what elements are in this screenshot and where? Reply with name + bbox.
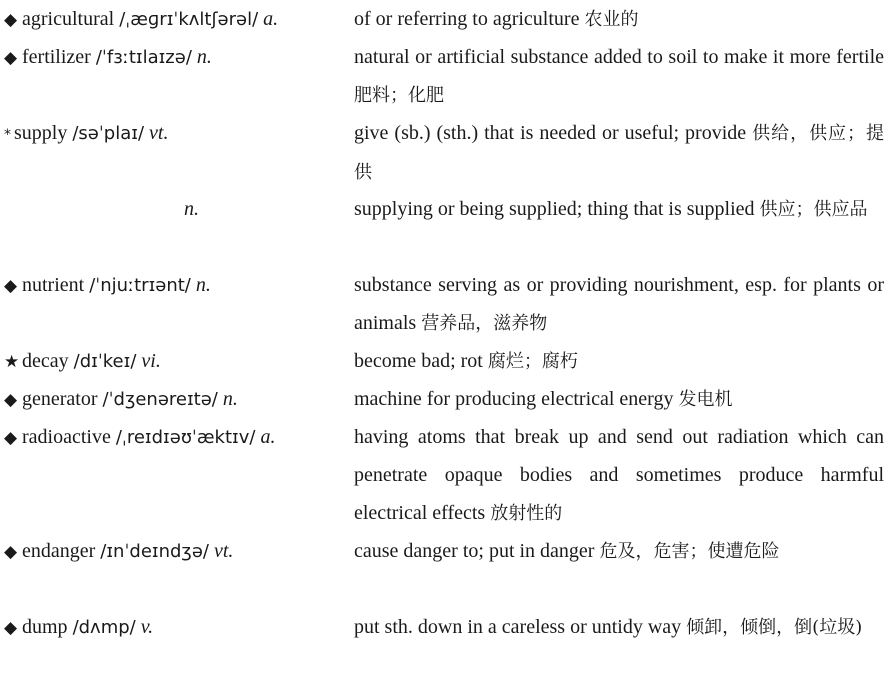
- definition: [354, 608, 884, 647]
- part-of-speech: vt.: [213, 540, 234, 562]
- diamond-marker-icon: ◆: [4, 10, 18, 30]
- pronunciation: /dʌmp/: [72, 617, 136, 638]
- term: [4, 532, 233, 571]
- definition-zh: 肥料；化肥: [354, 85, 444, 106]
- definition-en: cause danger to; put in danger: [354, 540, 595, 562]
- pronunciation: /ˈfɜːtɪlaɪzə/: [95, 47, 192, 68]
- part-of-speech: a.: [263, 8, 279, 30]
- headword: dump: [22, 616, 68, 638]
- part-of-speech: n.: [196, 46, 212, 68]
- pronunciation: /ˈnjuːtrɪənt/: [89, 275, 191, 296]
- part-of-speech: n.: [195, 274, 211, 296]
- term: [4, 608, 153, 647]
- part-of-speech: vt.: [149, 122, 169, 144]
- term: [4, 418, 275, 457]
- definition: [354, 418, 884, 533]
- definition: [354, 342, 884, 381]
- headword: agricultural: [22, 8, 115, 30]
- pronunciation: /ˌæɡrɪˈkʌltʃərəl/: [119, 9, 259, 30]
- diamond-marker-icon: ◆: [4, 542, 18, 562]
- definition: [354, 532, 884, 571]
- star-marker-icon: ★: [4, 352, 20, 372]
- diamond-marker-icon: ◆: [4, 390, 18, 410]
- definition: [354, 0, 884, 39]
- pronunciation: /dɪˈkeɪ/: [73, 351, 137, 372]
- definition-en: become bad; rot: [354, 350, 483, 372]
- term: [4, 114, 168, 154]
- headword: endanger: [22, 540, 96, 562]
- diamond-marker-icon: ◆: [4, 618, 18, 638]
- headword: nutrient: [22, 274, 85, 296]
- headword: fertilizer: [22, 46, 91, 68]
- definition-zh: 倾卸，倾倒，倒(垃圾): [686, 617, 863, 638]
- part-of-speech: n.: [222, 388, 238, 410]
- definition-zh: 农业的: [584, 9, 639, 30]
- term: [184, 190, 199, 228]
- definition-zh: 供应；供应品: [759, 199, 868, 220]
- part-of-speech: v.: [140, 616, 154, 638]
- part-of-speech: n.: [184, 198, 199, 220]
- definition: [354, 266, 884, 343]
- headword: supply: [14, 122, 68, 144]
- definition-zh: 供给，供应；提供: [354, 123, 884, 183]
- diamond-marker-icon: ◆: [4, 428, 18, 448]
- part-of-speech: a.: [260, 426, 276, 448]
- term: [4, 0, 278, 39]
- definition: [354, 190, 884, 229]
- headword: decay: [22, 350, 69, 372]
- pronunciation: /ˌreɪdɪəʊˈæktɪv/: [115, 427, 256, 448]
- headword: generator: [22, 388, 98, 410]
- definition-en: give (sb.) (sth.) that is needed or useful; provide: [354, 122, 747, 144]
- term: [4, 38, 212, 77]
- definition-en: having atoms that break up and send out radiation which can penetrate opaque bodies and sometimes produce harmful electrical effects: [354, 426, 884, 524]
- definition-en: of or referring to agriculture: [354, 8, 580, 30]
- definition-en: natural or artificial substance added to soil to make it more fertile: [354, 46, 884, 68]
- asterisk-marker-icon: *: [4, 127, 11, 143]
- term: [4, 266, 211, 305]
- part-of-speech: vi.: [141, 350, 161, 372]
- diamond-marker-icon: ◆: [4, 48, 18, 68]
- diamond-marker-icon: ◆: [4, 276, 18, 296]
- term: [4, 342, 161, 381]
- pronunciation: /ˈdʒenəreɪtə/: [102, 389, 218, 410]
- definition-zh: 营养品，滋养物: [421, 313, 548, 334]
- definition-en: put sth. down in a careless or untidy way: [354, 616, 682, 638]
- definition-en: machine for producing electrical energy: [354, 388, 674, 410]
- pronunciation: /ɪnˈdeɪndʒə/: [100, 541, 209, 562]
- term: [4, 380, 238, 419]
- definition-zh: 腐烂；腐朽: [487, 351, 578, 372]
- definition-en: supplying or being supplied; thing that is supplied: [354, 198, 755, 220]
- pronunciation: /səˈplaɪ/: [72, 123, 145, 144]
- definition: [354, 380, 884, 419]
- definition: [354, 38, 884, 115]
- definition-zh: 发电机: [678, 389, 733, 410]
- definition-zh: 危及，危害；使遭危险: [599, 541, 780, 562]
- definition: [354, 114, 884, 192]
- headword: radioactive: [22, 426, 111, 448]
- definition-zh: 放射性的: [490, 503, 563, 524]
- definition-en: substance serving as or providing nourishment, esp. for plants or animals: [354, 274, 884, 334]
